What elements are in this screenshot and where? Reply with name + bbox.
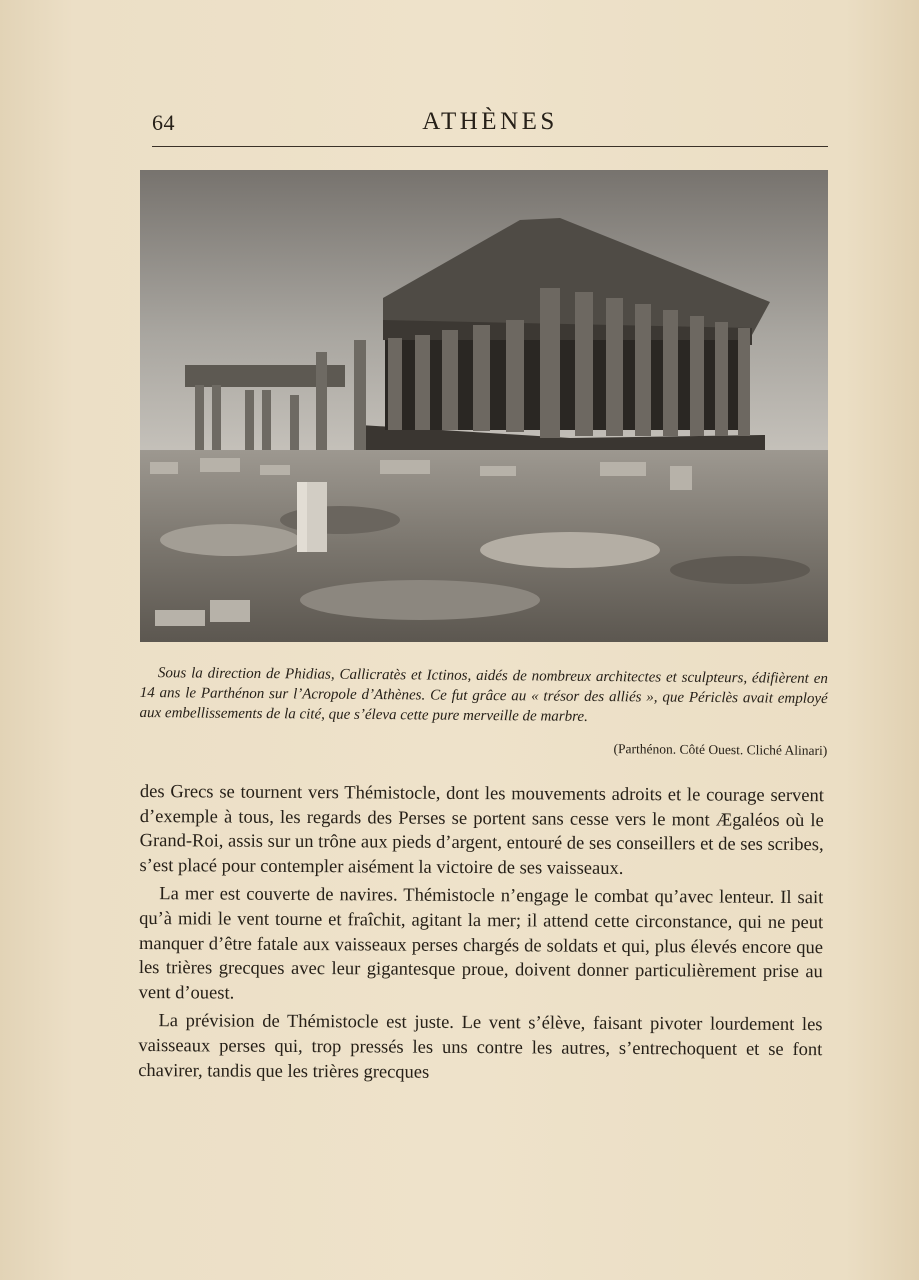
page-header [152, 106, 828, 147]
photo-caption [139, 663, 828, 759]
page-number: 64 [152, 110, 175, 135]
paragraph: La prévision de Thémistocle est juste. Le vent s’élève, faisant pivoter lourdement les vaisseaux perses qui, trop pressés les uns contre les autres, s’entrechoquent et se font chavirer, tandis que les trières grecques [138, 1011, 823, 1083]
photo-credit: (Parthénon. Côté Ouest. Cliché Alinari) [613, 741, 828, 759]
parthenon-photo [140, 170, 828, 642]
body-text [138, 780, 824, 1091]
paragraph: des Grecs se tournent vers Thémistocle, dont les mouvements adroits et le courage servent d’exemple à tous, les regards des Perses se portent sans cesse vers le mont Ægaléos où le Grand-Roi, assis sur un trône aux pieds d’argent, entouré de ses conseillers et de ses scribes, s’est placé pour contempler aisément la victoire de ses vaisseaux. [139, 781, 824, 879]
running-title: ATHÈNES [422, 108, 558, 135]
caption-text: Sous la direction de Phidias, Callicratès et Ictinos, aidés de nombreux architectes et sculpteurs, édifièrent en 14 ans le Parthénon sur l’Acropole d’Athènes. Ce fut grâce au « trésor des alliés », que Périclès avait employé aux embellissements de la cité, que s’éleva cette pure merveille de marbre. [139, 665, 828, 725]
paragraph: La mer est couverte de navires. Thémistocle n’engage le combat qu’avec lenteur. Il sait qu’à midi le vent tourne et fraîchit, agitant la mer; il attend cette circonstance, qui ne peut manquer d’être fatale aux vaisseaux perses chargés de soldats et qui, plus élevés encore que les trières grecques avec leur gigantesque proue, doivent donner particulièrement prise au vent d’ouest. [138, 884, 824, 1004]
